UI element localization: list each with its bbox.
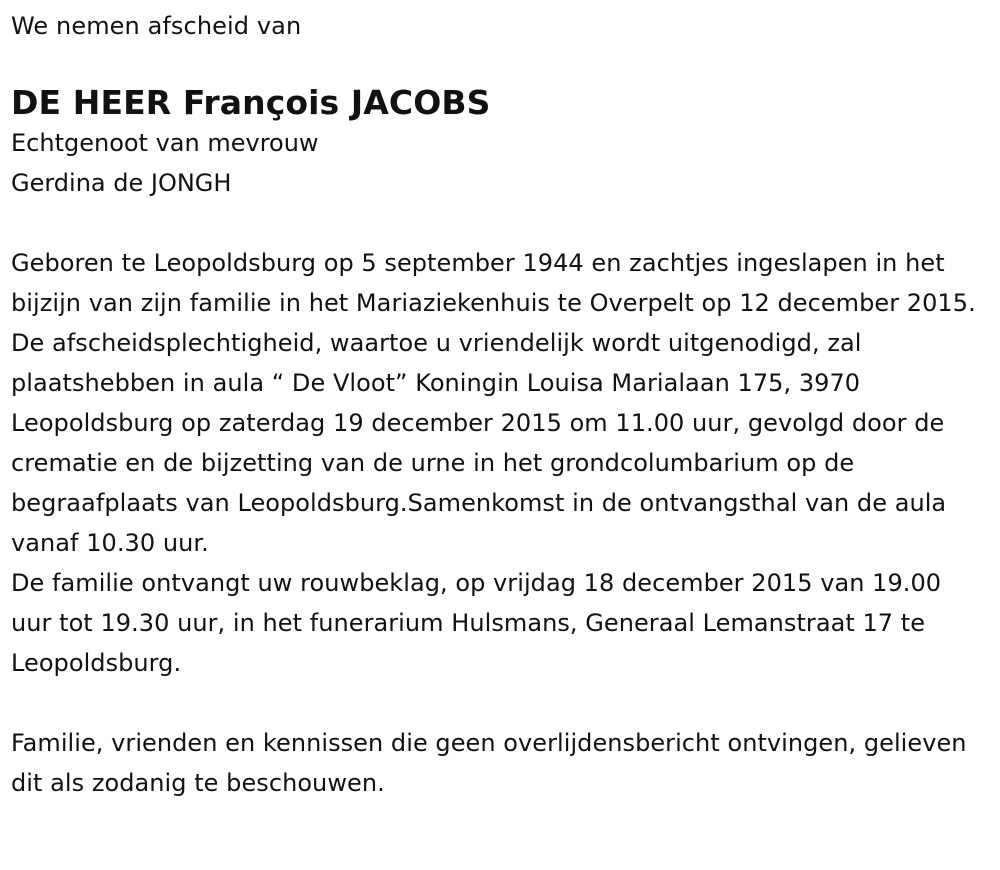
birth-death-paragraph: Geboren te Leopoldsburg op 5 september 1944 en zachtjes ingeslapen in het bijzijn van zijn familie in het Mariaziekenhuis te Overpelt op 12 december 2015. — [11, 249, 976, 317]
ceremony-paragraph: De afscheidsplechtigheid, waartoe u vriendelijk wordt uitgenodigd, zal plaatshebben in aula “ De Vloot” Koningin Louisa Marialaan 175, 3970 Leopoldsburg op zaterdag 19 december 2015 om 11.00 uur, gevolgd door de crematie en de bijzetting van de urne in het grondcolumbarium op de begraafplaats van Leopoldsburg.Samenkomst in de ontvangsthal van de aula vanaf 10.30 uur. — [11, 329, 947, 557]
intro-line: We nemen afscheid van — [11, 12, 302, 40]
deceased-name: DE HEER François JACOBS — [11, 83, 491, 122]
closing-paragraph: Familie, vrienden en kennissen die geen overlijdensbericht ontvingen, gelieven dit als zodanig te beschouwen. — [11, 729, 967, 797]
spouse-line-1: Echtgenoot van mevrouw — [11, 129, 319, 157]
section-spacer — [11, 203, 988, 243]
spouse-line-2: Gerdina de JONGH — [11, 169, 232, 197]
section-spacer — [11, 683, 988, 723]
condolences-paragraph: De familie ontvangt uw rouwbeklag, op vrijdag 18 december 2015 van 19.00 uur tot 19.30 uur, in het funerarium Hulsmans, Generaal Lemanstraat 17 te Leopoldsburg. — [11, 569, 942, 677]
